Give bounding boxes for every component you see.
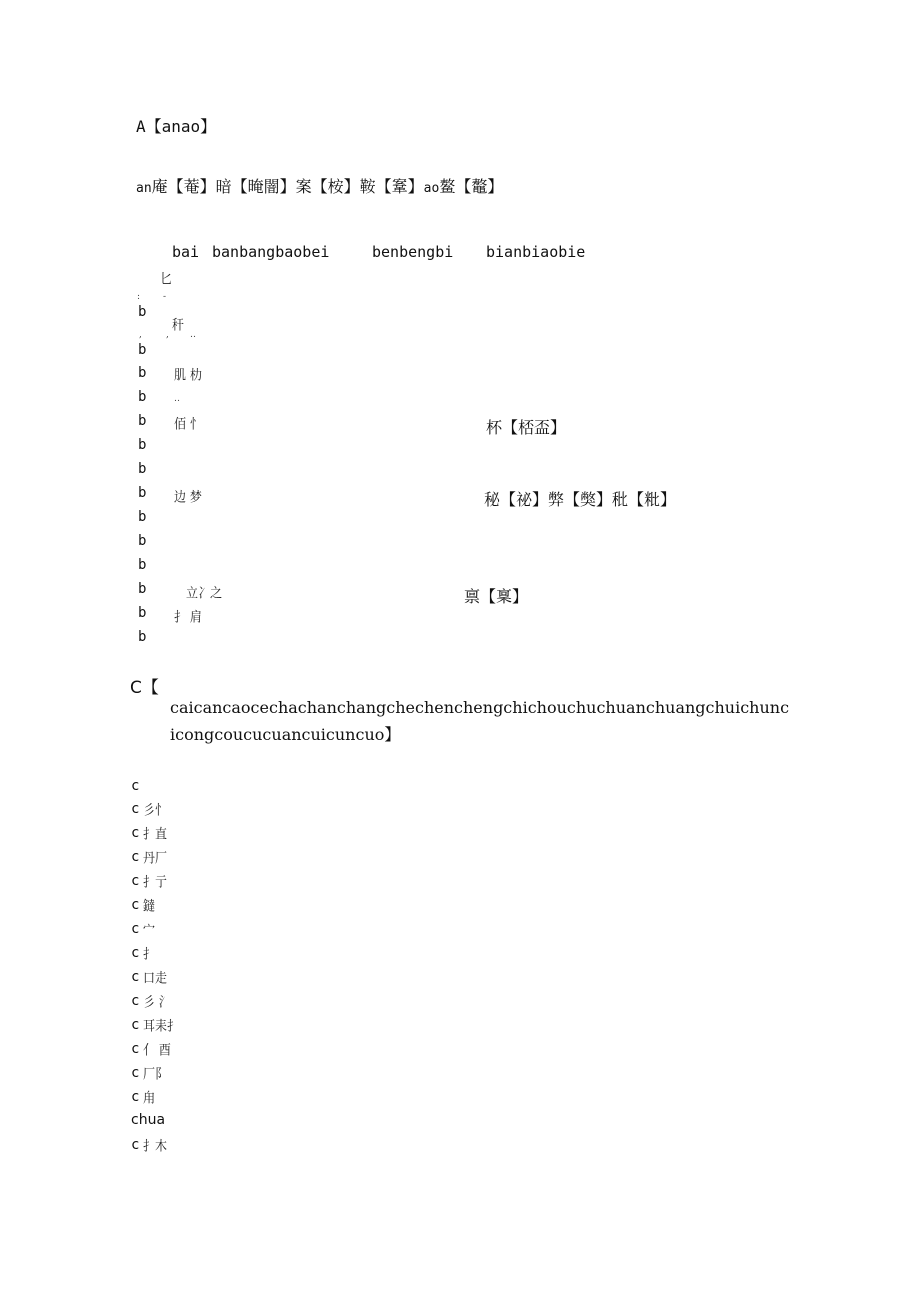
b-header-item: bai <box>172 243 200 261</box>
b-letter: b <box>138 437 147 453</box>
c-letter: c <box>131 897 140 913</box>
char-fragment: 立冫之 <box>186 585 223 602</box>
c-fragment: 甪 <box>143 1090 156 1107</box>
b-letter: b <box>138 389 147 405</box>
c-fragment: 鐽 <box>143 898 156 915</box>
b-letter: b <box>138 581 147 597</box>
b-entry: 杯【桮盃】 <box>486 418 567 437</box>
c-fragment: 扌木 <box>143 1138 168 1155</box>
c-letter: c <box>131 1017 140 1033</box>
c-letter: c <box>131 1041 140 1057</box>
c-fragment: 耳耒扌 <box>143 1018 180 1035</box>
b-header-item: banbangbaobei <box>212 243 330 261</box>
c-letter: c <box>131 873 140 889</box>
faint-mark: ‥ <box>174 394 181 404</box>
c-fragment: 扌直 <box>143 826 168 843</box>
an-characters: 庵【菴】暗【晻闇】案【桉】鞍【鞌】 <box>151 177 424 196</box>
c-letter: c <box>131 849 140 865</box>
c-fragment: 彡 氵 <box>143 994 171 1011</box>
b-letter: b <box>138 533 147 549</box>
c-fragment: 宀 <box>143 922 156 939</box>
section-c-pinyin-line: icongcoucucuancuicuncuo】 <box>170 725 401 744</box>
faint-mark: , <box>139 330 142 340</box>
c-fragment: 口走 <box>143 970 168 987</box>
c-letter: c <box>131 993 140 1009</box>
prefix-an: an <box>136 181 152 196</box>
c-letter: c <box>131 945 140 961</box>
c-fragment: 亻 酉 <box>143 1042 171 1059</box>
c-fragment: 扌亍 <box>143 874 168 891</box>
b-header-item: bianbiaobie <box>486 243 586 261</box>
section-c-heading: C【 <box>130 678 159 698</box>
b-letter: b <box>138 365 147 381</box>
b-entry: 秘【祕】弊【獘】秕【粃】 <box>484 490 677 509</box>
char-fragment: 佰 忄 <box>174 416 202 433</box>
section-c-pinyin-line: caicancaocechachanchangchechenchengchichouchuchuanchuangchuichunc <box>170 698 790 717</box>
char-fragment: 秆 <box>172 317 185 334</box>
c-fragment: 彡忄 <box>143 802 168 819</box>
b-letter: b <box>138 605 147 621</box>
faint-mark: ‥ <box>190 330 197 340</box>
c-letter: c <box>131 778 140 794</box>
b-letter: b <box>138 342 147 358</box>
c-fragment: 丹厂 <box>143 850 168 867</box>
faint-mark: , <box>166 330 169 340</box>
ao-characters: 鳌【鼇】 <box>439 177 504 196</box>
faint-mark: - <box>163 292 167 302</box>
faint-mark: : <box>137 292 141 302</box>
b-letter: b <box>138 413 147 429</box>
c-letter: chua <box>131 1112 166 1128</box>
b-letter: b <box>138 485 147 501</box>
c-fragment: 厂阝 <box>143 1066 168 1083</box>
b-letter: b <box>138 461 147 477</box>
b-letter: b <box>138 557 147 573</box>
b-entry: 禀【稟】 <box>464 587 529 606</box>
char-fragment: 边 梦 <box>174 489 202 506</box>
b-header-item: benbengbi <box>372 243 454 261</box>
c-letter: c <box>131 921 140 937</box>
c-letter: c <box>131 1089 140 1105</box>
char-fragment: 匕 <box>160 271 173 288</box>
section-a-heading: A【anao】 <box>136 117 217 136</box>
b-letter: b <box>138 629 147 645</box>
b-letter: b <box>138 509 147 525</box>
c-fragment: 扌 <box>143 946 156 963</box>
prefix-ao: ao <box>423 181 440 196</box>
c-letter: c <box>131 1137 140 1153</box>
c-letter: c <box>131 1065 140 1081</box>
c-letter: c <box>131 825 140 841</box>
c-letter: c <box>131 801 140 817</box>
section-a-line <box>136 174 503 197</box>
c-letter: c <box>131 969 140 985</box>
b-letter: b <box>138 304 147 320</box>
char-fragment: 肌 朸 <box>174 367 202 384</box>
char-fragment: 扌 肩 <box>174 609 202 626</box>
